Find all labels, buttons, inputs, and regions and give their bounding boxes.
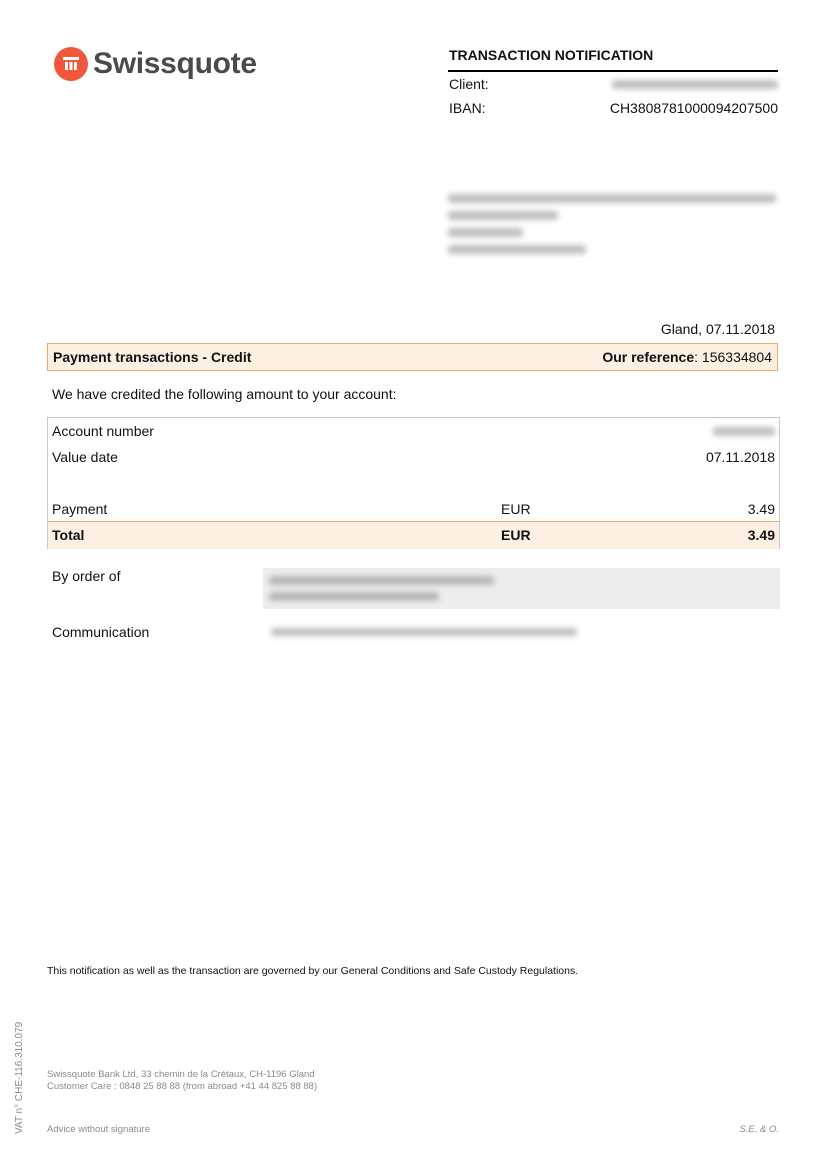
account-number-label: Account number [52,423,154,439]
value-date: 07.11.2018 [705,449,775,465]
ordering-party-redacted [263,568,780,609]
bank-address: Swissquote Bank Ltd, 33 chemin de la Crétaux, CH-1196 Gland [47,1069,315,1080]
reference: Our reference: 156334804 [602,349,772,365]
bank-info [47,1069,317,1093]
account-number-row [52,423,775,439]
client-row [449,76,778,92]
legal-note: This notification as well as the transaction are governed by our General Conditions and Safe Custody Regulations. [47,965,579,977]
iban-label: IBAN: [449,100,486,116]
value-date-row [52,449,775,465]
payment-row [52,501,775,517]
total-row [48,521,779,549]
amount-table [47,417,780,549]
swissquote-logo [54,47,257,81]
payment-amount: 3.49 [747,501,775,517]
place-date: Gland, 07.11.2018 [660,321,775,337]
vat-number: VAT n° CHE-116.310.079 [14,1021,25,1134]
brand-name: Swissquote [93,47,257,80]
seo-note: S.E. & O. [739,1124,779,1135]
document-title: TRANSACTION NOTIFICATION [449,47,654,63]
client-label: Client: [449,76,489,92]
client-redacted [612,80,778,89]
total-label: Total [52,527,85,543]
value-date-label: Value date [52,449,118,465]
iban-value: CH3808781000094207500 [609,100,778,116]
iban-row [449,100,778,116]
recipient-address-redacted [448,194,776,262]
advice-note: Advice without signature [47,1124,150,1135]
communication-label: Communication [52,624,150,640]
transaction-type-banner [47,343,778,371]
payment-currency: EUR [501,501,531,517]
payment-label: Payment [52,501,108,517]
total-amount: 3.49 [747,527,775,543]
reference-value: 156334804 [701,349,772,365]
account-number-redacted [713,427,775,436]
total-currency: EUR [501,527,531,543]
communication-redacted [271,628,577,636]
transaction-type: Payment transactions - Credit [53,349,252,365]
bank-icon [54,47,88,81]
reference-label: Our reference [602,349,695,365]
header-divider [448,70,778,72]
intro-text: We have credited the following amount to your account: [52,386,397,402]
customer-care: Customer Care : 0848 25 88 88 (from abroad +41 44 825 88 88) [47,1081,318,1092]
by-order-label: By order of [52,568,121,584]
